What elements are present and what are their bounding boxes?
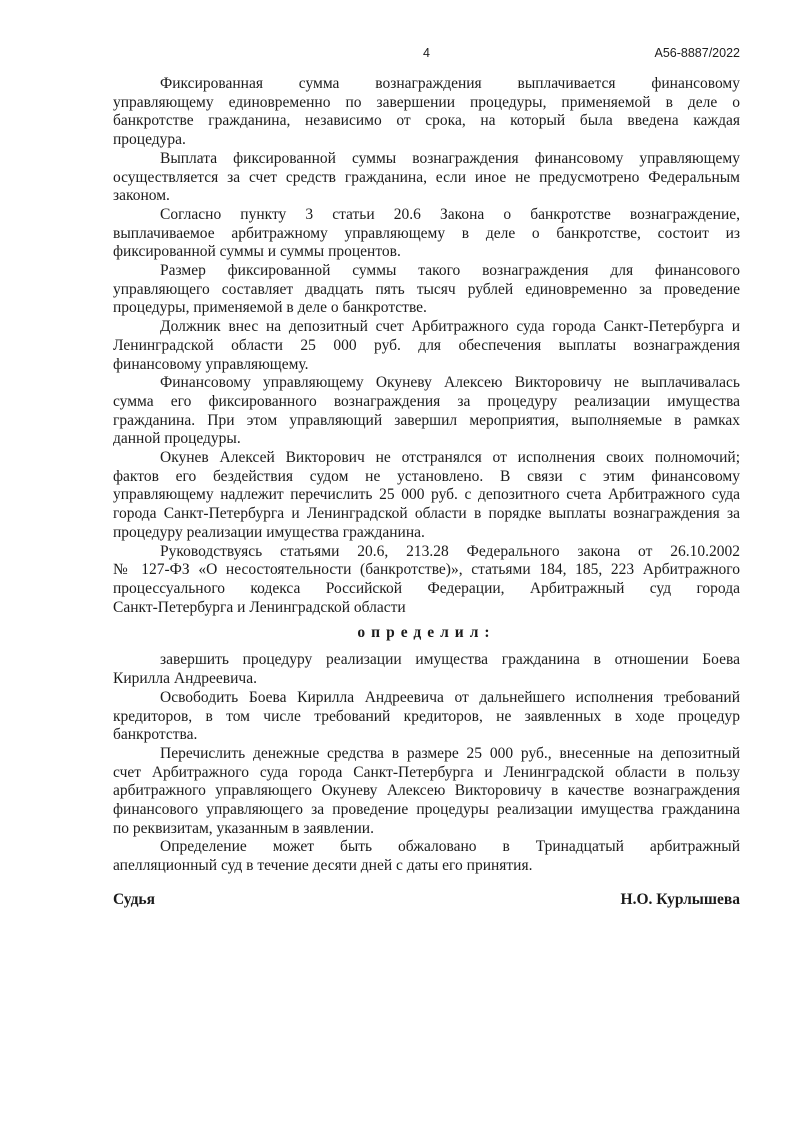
paragraph-line: Размер фиксированной суммы такого вознаграждения для финансового	[160, 262, 740, 280]
judge-name: Н.О. Курлышева	[620, 890, 740, 908]
ruling-paragraph	[113, 651, 740, 688]
paragraph-line: Финансовому управляющему Окуневу Алексею Викторовичу не выплачивалась	[160, 374, 740, 392]
paragraph-line: Выплата фиксированной суммы вознаграждения финансовому управляющему	[160, 149, 740, 167]
paragraph-line: банкротстве гражданина, независимо от срока, на который была введена каждая	[113, 112, 740, 130]
ruling-paragraph	[113, 745, 740, 839]
paragraph-line: осуществляется за счет средств гражданина, если иное не предусмотрено Федеральным	[113, 168, 740, 186]
paragraph-line: управляющему единовременно по завершении процедуры, применяемой в деле о	[113, 93, 740, 111]
paragraph-line: Должник внес на депозитный счет Арбитражного суда города Санкт-Петербурга и	[160, 318, 740, 336]
body-paragraph	[113, 543, 740, 618]
paragraph-line: Согласно пункту 3 статьи 20.6 Закона о банкротстве вознаграждение,	[160, 205, 740, 223]
body-paragraph	[113, 374, 740, 449]
paragraph-line: процедура.	[113, 131, 186, 149]
paragraph-line: № 127-ФЗ «О несостоятельности (банкротстве)», статьями 184, 185, 223 Арбитражного	[113, 561, 740, 579]
paragraph-line: апелляционный суд в течение десяти дней с даты его принятия.	[113, 857, 533, 875]
paragraph-line: Фиксированная сумма вознаграждения выплачивается финансовому	[160, 75, 740, 92]
body-paragraph	[113, 150, 740, 206]
paragraph-line: Освободить Боева Кирилла Андреевича от дальнейшего исполнения требований	[160, 688, 740, 706]
paragraph-line: процедуры, применяемой в деле о банкротстве.	[113, 299, 427, 317]
paragraph-line: по реквизитам, указанным в заявлении.	[113, 819, 374, 837]
paragraph-line: управляющему надлежит перечислить 25 000 руб. с депозитного счета Арбитражного суда	[113, 486, 740, 504]
paragraph-line: процессуального кодекса Российской Федерации, Арбитражный суд города	[113, 579, 740, 597]
paragraph-line: финансового управляющего за проведение процедуры реализации имущества гражданина	[113, 801, 740, 819]
paragraph-line: гражданина. При этом управляющий завершил мероприятия, выполняемые в рамках	[113, 411, 740, 429]
paragraph-line: кредиторов, в том числе требований кредиторов, не заявленных в ходе процедур	[113, 707, 740, 725]
paragraph-line: данной процедуры.	[113, 430, 241, 448]
paragraph-line: финансовому управляющему.	[113, 355, 309, 373]
paragraph-line: города Санкт-Петербурга и Ленинградской области в порядке выплаты вознаграждения за	[113, 505, 740, 523]
paragraph-line: Окунев Алексей Викторович не отстранялся от исполнения своих полномочий;	[160, 449, 740, 467]
ruling-paragraph	[113, 689, 740, 745]
paragraph-line: банкротства.	[113, 726, 198, 744]
paragraph-line: выплачиваемое арбитражному управляющему в деле о банкротстве, состоит из	[113, 224, 740, 242]
page-header	[113, 46, 740, 61]
paragraph-line: управляющего составляет двадцать пять тысяч рублей единовременно за проведение	[113, 280, 740, 298]
signature-row	[113, 890, 740, 909]
judge-role-label: Судья	[113, 890, 156, 908]
page-number: 4	[423, 46, 430, 60]
paragraph-line: Определение может быть обжаловано в Тринадцатый арбитражный	[160, 838, 740, 856]
paragraph-line: Руководствуясь статьями 20.6, 213.28 Федерального закона от 26.10.2002	[160, 542, 740, 560]
document-body	[113, 75, 740, 909]
paragraph-line: фиксированной суммы и суммы процентов.	[113, 243, 401, 261]
ruling-heading: определил:	[357, 624, 496, 642]
paragraph-line: арбитражного управляющего Окуневу Алексею Викторовичу в качестве вознаграждения	[113, 782, 740, 800]
paragraph-line: счет Арбитражного суда города Санкт-Петербурга и Ленинградской области в пользу	[113, 763, 740, 781]
paragraph-line: завершить процедуру реализации имущества гражданина в отношении Боева	[160, 651, 740, 669]
paragraph-line: Санкт-Петербурга и Ленинградской области	[113, 598, 406, 616]
paragraph-line: Кирилла Андреевича.	[113, 670, 257, 688]
paragraph-line: процедуру реализации имущества гражданина.	[113, 523, 425, 541]
paragraph-line: Перечислить денежные средства в размере 25 000 руб., внесенные на депозитный	[160, 744, 740, 762]
case-number: А56-8887/2022	[654, 46, 740, 60]
body-paragraph	[113, 262, 740, 318]
body-paragraph	[113, 318, 740, 374]
paragraph-line: Ленинградской области 25 000 руб. для обеспечения выплаты вознаграждения	[113, 336, 740, 354]
paragraph-line: сумма его фиксированного вознаграждения за процедуру реализации имущества	[113, 392, 740, 410]
ruling-paragraph	[113, 838, 740, 875]
paragraph-line: законом.	[113, 187, 170, 205]
paragraph-line: фактов его бездействия судом не установлено. В связи с этим финансовому	[113, 467, 740, 485]
body-paragraph	[113, 75, 740, 150]
body-paragraph	[113, 449, 740, 543]
body-paragraph	[113, 206, 740, 262]
